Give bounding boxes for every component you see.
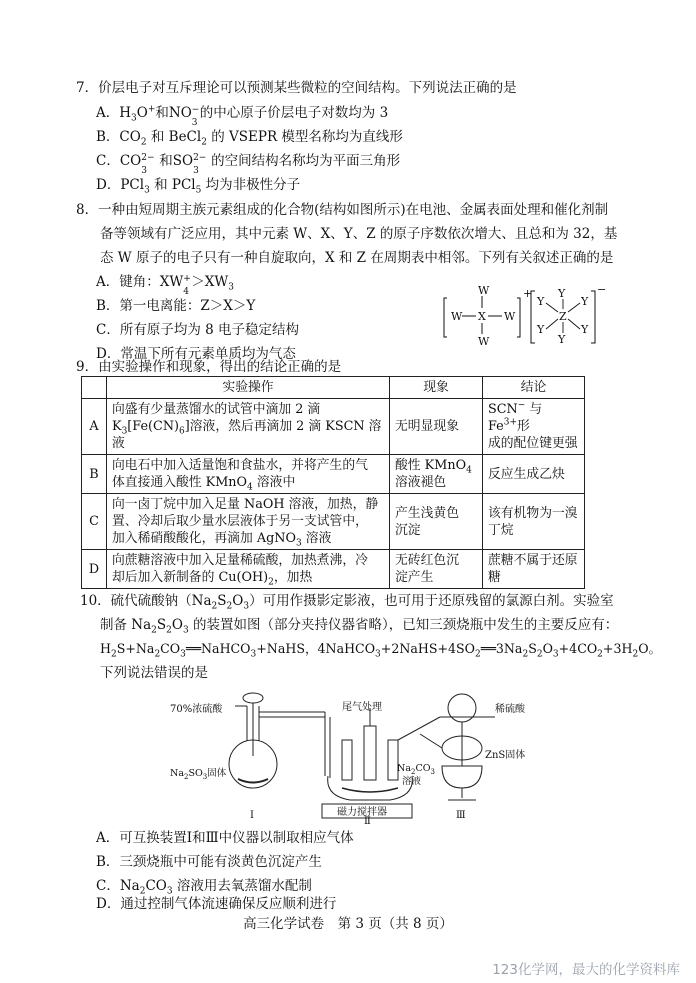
q8-stem-line3: 态 W 原子的电子只有一种自旋取向，X 和 Z 在周期表中相邻。下列有关叙述正确的是 <box>100 250 614 266</box>
q10-option-c: C．$Na_2CO_3$ 溶液用去氧蒸馏水配制 <box>96 878 312 897</box>
q10-option-d: D．通过控制气体流速确保反应顺利进行 <box>96 896 337 912</box>
label-zns: ZnS固体 <box>485 750 526 761</box>
svg-text:Y: Y <box>558 287 566 300</box>
svg-text:X: X <box>478 310 486 323</box>
label-tail-gas: 尾气处理 <box>342 702 382 713</box>
header-operation: 实验操作 <box>107 377 390 399</box>
q9-experiment-table <box>81 376 585 589</box>
label-na2co3: $Na_2CO_3$ <box>397 763 435 776</box>
svg-text:Y: Y <box>581 295 589 308</box>
label-magnetic-stirrer: 磁力搅拌器 <box>337 807 387 818</box>
table-header-row <box>82 377 585 399</box>
svg-text:W: W <box>478 335 490 347</box>
q9-stem: 9．由实验操作和现象，得出的结论正确的是 <box>76 359 342 375</box>
svg-text:Ⅰ: Ⅰ <box>250 810 254 821</box>
svg-text:Y: Y <box>537 323 545 336</box>
q10-stem-line2: 制备 $Na_2S_2O_3$ 的装置如图（部分夹持仪器省略），已知三颈烧瓶中发生的主要反应有： <box>100 617 619 636</box>
q7-option-c: C．CO 2− 3 和SO 2− 3 的空间结构名称均为平面三角形 <box>96 153 401 176</box>
label-dilute-sulfuric: 稀硫酸 <box>495 704 525 715</box>
table-row-a: A 向盛有少量蒸馏水的试管中滴加 2 滴 $K_3[Fe(CN)_6]$溶液，然后再滴加 2 滴 KSCN 溶液 无明显现象 SCN− 与 $Fe^{3+}$形 成的配位键更强 <box>82 399 585 455</box>
svg-text:W: W <box>504 310 516 323</box>
anion-charge: − <box>597 285 607 296</box>
svg-text:Z: Z <box>559 310 567 323</box>
q10-option-b: B．三颈烧瓶中可能有淡黄色沉淀产生 <box>96 854 322 870</box>
site-watermark: 123化学网，最大的化学资料库 <box>492 962 680 978</box>
q8-option-b: B．第一电离能：Z＞X＞Y <box>96 298 256 314</box>
header-conclusion: 结论 <box>483 377 585 399</box>
table-row-b: B 向电石中加入适量饱和食盐水，并将产生的气 体直接通入酸性 KMnO$_4$ 溶液中 酸性 KMnO$_4$ 溶液褪色 反应生成乙炔 <box>82 455 585 494</box>
apparatus-1 <box>229 693 330 788</box>
q10-option-a: A．可互换装置Ⅰ和Ⅲ中仪器以制取相应气体 <box>96 830 354 846</box>
q8-option-a: A．键角：XW + 4 $>XW_3$ <box>96 274 234 297</box>
svg-text:溶液: 溶液 <box>402 776 422 787</box>
q10-reaction-equations: $H_2S+Na_2CO_3══NaHCO_3+NaHS$，$4NaHCO_3+2NaHS+4SO_2══3Na_2S_2O_3+4CO_2+3H_2O$。 <box>100 641 662 660</box>
svg-text:Y: Y <box>537 295 545 308</box>
q7-option-a: A．$H_3O^+$和NO − 3 的中心原子价层电子对数均为 3 <box>96 104 389 128</box>
q8-option-d: D．常温下所有元素单质均为气态 <box>96 346 296 362</box>
svg-text:W: W <box>478 285 490 297</box>
svg-text:Y: Y <box>581 323 589 336</box>
q10-stem-line4: 下列说法错误的是 <box>100 665 208 681</box>
table-row-c: C 向一卤丁烷中加入足量 NaOH 溶液，加热，静 置、冷却后取少量水层液体于另一支试管中， 加入稀硝酸酸化，再滴加 AgNO$_3$ 溶液 产生浅黄色 沉淀 该有机物为一溴 丁烷 <box>82 494 585 550</box>
q7-stem: 7．价层电子对互斥理论可以预测某些微粒的空间结构。下列说法正确的是 <box>76 80 517 96</box>
q7-option-d: D．PCl$_3$ 和 PCl$_5$ 均为非极性分子 <box>96 177 301 196</box>
q7-option-b: B．$CO_2$ 和 BeCl$_2$ 的 VSEPR 模型名称均为直线形 <box>96 129 403 148</box>
svg-text:Ⅱ: Ⅱ <box>364 816 371 826</box>
q10-stem-line1: 10．硫代硫酸钠$(Na_2S_2O_3)$可用作摄影定影液，也可用于还原残留的氯源白剂。实验室 <box>80 593 614 612</box>
header-phenomenon: 现象 <box>390 377 483 399</box>
q8-stem-line2: 备等领域有广泛应用，其中元素 W、X、Y、Z 的原子序数依次增大、且总和为 32，基 <box>100 226 618 242</box>
svg-text:Ⅲ: Ⅲ <box>456 810 466 821</box>
page-footer: 高三化学试卷 第 3 页（共 8 页） <box>243 916 453 932</box>
table-row-d: D 向蔗糖溶液中加入足量稀硫酸，加热煮沸，冷 却后加入新制备的 $Cu(OH)_2$，加热 无砖红色沉 淀产生 蔗糖不属于还原 糖 <box>82 550 585 589</box>
svg-text:Y: Y <box>558 333 566 346</box>
q8-option-c: C．所有原子均为 8 电子稳定结构 <box>96 322 300 338</box>
compound-structure-diagram <box>443 285 608 347</box>
cation-charge: + <box>523 287 533 300</box>
q8-stem-line1: 8．一种由短周期主族元素组成的化合物(结构如图所示)在电池、金属表面处理和催化剂制 <box>76 202 609 218</box>
apparatus-3 <box>420 694 482 800</box>
svg-text:W: W <box>451 310 463 323</box>
label-na2so3: $Na_2SO_3$固体 <box>170 768 227 781</box>
apparatus-diagram <box>150 686 550 826</box>
label-conc-sulfuric: 70%浓硫酸 <box>170 704 223 715</box>
